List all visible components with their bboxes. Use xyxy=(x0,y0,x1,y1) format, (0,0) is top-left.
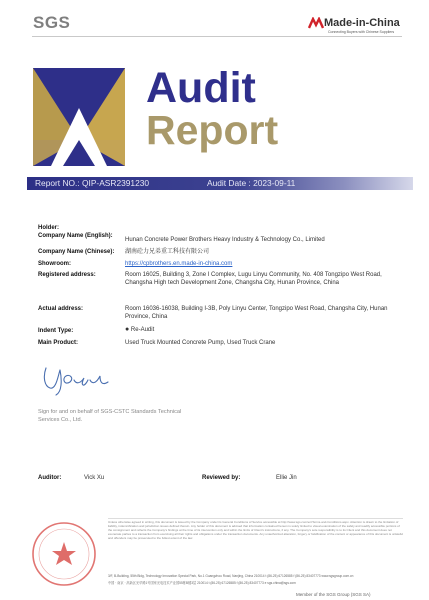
registered-address-label: Registered address: xyxy=(38,272,96,278)
official-seal-stamp-icon xyxy=(30,520,98,588)
reviewed-by-label: Reviewed by: xyxy=(202,475,241,481)
reviewer-name: Ellie Jin xyxy=(276,475,297,481)
report-info-bar xyxy=(27,177,413,190)
audit-report-emblem-icon xyxy=(33,68,125,166)
sgs-group-member-text: Member of the SGS Group (SGS SA) xyxy=(296,592,371,597)
mic-logo-text: Made-in-China xyxy=(324,16,400,29)
auditor-label: Auditor: xyxy=(38,475,62,481)
title-report: Report xyxy=(146,107,279,153)
holder-heading: Holder: xyxy=(38,225,59,231)
company-en-label: Company Name (English): xyxy=(38,233,113,239)
audit-date: Audit Date : 2023-09-11 xyxy=(207,178,296,188)
indent-type-value-row xyxy=(125,326,154,334)
company-cn-value: 湖南砼力兄弟重工科技有限公司 xyxy=(125,249,210,255)
registered-address-value: Room 16025, Building 3, Zone I Complex, Lugu Linyu Community, No. 408 Tongzipo West Road, Changsha High tech Development Zone, Changsha City, Hunan Province, China xyxy=(125,272,382,286)
header-divider xyxy=(32,36,402,37)
indent-type-label: Indent Type: xyxy=(38,328,74,334)
indent-type-value: Re-Audit xyxy=(130,327,155,333)
report-number: Report NO.: QIP-ASR2391230 xyxy=(35,178,150,188)
auditor-name: Vick Xu xyxy=(84,475,105,481)
actual-address-value: Room 16036-16038, Building I-3B, Poly Linyu Center, Tongzipo West Road, Changsha City, Hunan Province, China xyxy=(125,306,388,320)
company-en-value: Hunan Concrete Power Brothers Heavy Industry & Technology Co., Limited xyxy=(125,237,325,243)
mic-tagline: Connecting Buyers with Chinese Suppliers xyxy=(328,30,395,34)
title-audit: Audit xyxy=(146,64,256,112)
main-product-label: Main Product: xyxy=(38,340,78,346)
terms-and-conditions-text: Unless otherwise agreed in writing, this document is issued by the Company under its General Conditions of Service accessible at http://www.sgs.com/en/Terms-and-Conditions.aspx. Attention is drawn to the limitation of liability, indemnification and jurisdiction issues defined therein. Any holder of this document is advised that information contained hereon is solely limited to visual examination of the safely and readily accessible portions of the consignment and reflects the Company's findings at the time of its intervention only and within the limits of Client's instructions, if any. The Company's sole responsibility is to its Client and this document does not exonerate parties to a transaction from exercising all their rights and obligations under the transaction documents. Any unauthorized alteration, forgery or falsification of the content or appearance of this document is unlawful and offenders may be prosecuted to the fullest extent of the law. xyxy=(108,520,404,540)
sgs-logo: SGS xyxy=(33,13,71,32)
office-address-en: 3/F, B-Building, 55th Bldg, Technology Innovation Special Park, No.1 Guangzhou Road, Nanjing, China 210014 t (86-25) 67126585 f (86-25) 83407773 www.sgsgroup.com.cn xyxy=(108,574,354,578)
showroom-label: Showroom: xyxy=(38,261,71,267)
office-address-cn: 中国 · 南京 · 高新区光华路1号国家光电技术产业园55栋B楼3层 210014 t (86-25) 67126585 f (86-25) 83407773 e sgs.china@sgs.com xyxy=(108,581,296,585)
showroom-link[interactable]: https://cpbrothers.en.made-in-china.com xyxy=(125,261,233,267)
actual-address-label: Actual address: xyxy=(38,306,84,312)
bullet-icon: ● xyxy=(125,326,130,333)
signed-on-behalf-text: Sign for and on behalf of SGS-CSTC Standards Technical Services Co., Ltd. xyxy=(38,409,182,423)
made-in-china-logo xyxy=(308,17,400,29)
footer-divider xyxy=(108,518,403,519)
main-product-value: Used Truck Mounted Concrete Pump, Used Truck Crane xyxy=(125,340,276,346)
mic-mark-icon xyxy=(308,17,324,29)
signature-icon xyxy=(40,362,110,396)
company-cn-label: Company Name (Chinese): xyxy=(38,249,115,255)
